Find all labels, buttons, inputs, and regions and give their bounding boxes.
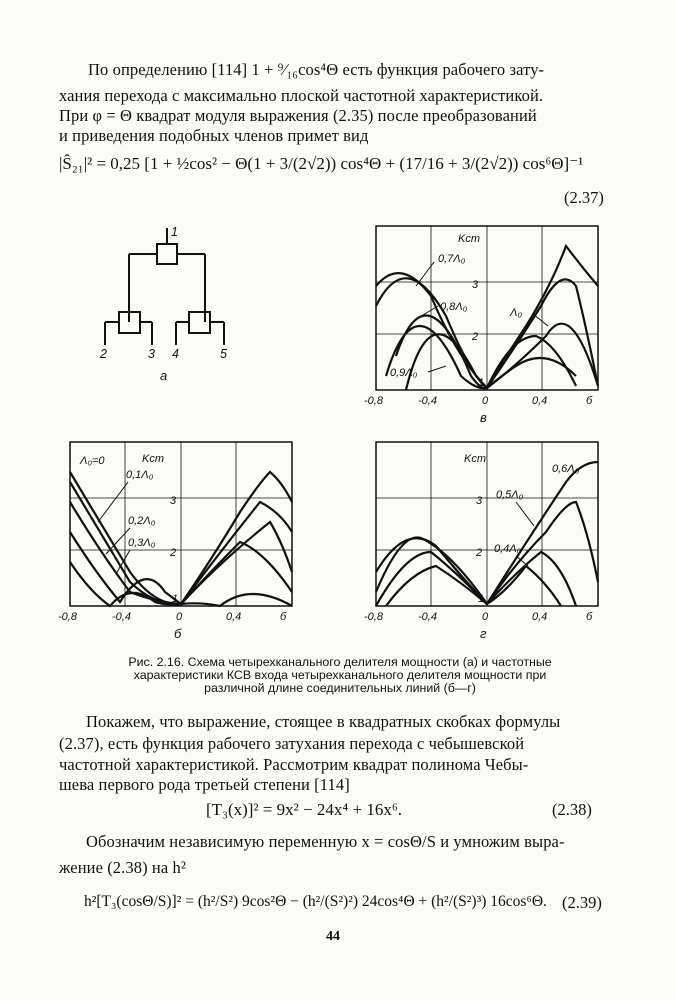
caption-line-3: различной длине соединительных линий (б—г) <box>204 681 476 696</box>
body-line-2: (2.37), есть функция рабочего затухания перехода с чебышевской <box>59 734 525 753</box>
body-line-3: частотной характеристикой. Рассмотрим квадрат полинома Чебы- <box>59 755 529 774</box>
axis-label-b: Kст <box>142 453 164 465</box>
divider-block-top <box>157 244 177 264</box>
panel-label-g: г <box>480 626 487 641</box>
port-label-4: 4 <box>172 347 179 361</box>
panel-label-b: б <box>174 626 182 641</box>
curve-label-g-04: 0,4Λ₀ <box>494 543 522 555</box>
plot-panel-b <box>58 442 292 641</box>
xtick-v-1: -0,8 <box>364 395 383 407</box>
xtick-g-3: 0 <box>482 611 489 623</box>
xtick-g-5: б <box>586 611 593 623</box>
curve-label-g-05: 0,5Λ₀ <box>496 489 524 501</box>
equation-2-38: [T₃(x)]² = 9x² − 24x⁴ + 16x⁶. <box>206 800 403 819</box>
figure-2-16 <box>0 210 676 660</box>
ytick-v-3: 3 <box>472 279 479 291</box>
page-number: 44 <box>326 929 340 944</box>
xtick-v-3: 0 <box>482 395 489 407</box>
curve-label-v-10: Λ₀ <box>510 307 522 319</box>
panel-label-a: а <box>160 368 168 383</box>
caption-line-1: Рис. 2.16. Схема четырехканального делителя мощности (а) и частотные <box>128 655 552 669</box>
port-label-3: 3 <box>148 347 155 361</box>
ytick-g-3: 3 <box>476 495 483 507</box>
ytick-g-1: 1 <box>478 593 485 605</box>
caption-line-2: характеристики КСВ входа четырехканального делителя мощности при <box>133 668 547 683</box>
body2-line-2: жение (2.38) на h² <box>59 858 186 877</box>
port-label-5: 5 <box>220 347 227 361</box>
curve-label-b-01: 0,1Λ₀ <box>126 469 154 481</box>
equation-2-37: |Ŝ₂₁|² = 0,25 [1 + ½cos² − Θ(1 + 3/(2√2)) cos⁴Θ + (17/16 + 3/(2√2)) cos⁶Θ]⁻¹ <box>59 154 584 173</box>
xtick-v-4: 0,4 <box>532 395 548 407</box>
port-label-1: 1 <box>171 225 178 239</box>
intro-line-3: При φ = Θ квадрат модуля выражения (2.35) после преобразований <box>59 106 537 125</box>
xtick-b-1: -0,8 <box>58 611 77 623</box>
equation-2-37-number: (2.37) <box>564 188 604 207</box>
figure-caption <box>60 656 620 696</box>
xtick-g-2: -0,4 <box>418 611 437 623</box>
xtick-g-1: -0,8 <box>364 611 383 623</box>
equation-2-39-number: (2.39) <box>562 893 602 912</box>
curve-label-b-02: 0,2Λ₀ <box>128 515 156 527</box>
axis-label-v: Kст <box>458 233 480 245</box>
intro-line-4: и приведения подобных членов примет вид <box>59 126 369 145</box>
intro-line-1: По определению [114] 1 + ⁹⁄₁₆cos⁴Θ есть функция рабочего зату- <box>88 60 545 79</box>
xtick-v-5: б <box>586 395 593 407</box>
ytick-v-1: 1 <box>478 377 485 389</box>
body2-line-1: Обозначим независимую переменную x = cosΘ/S и умножим выра- <box>86 832 565 851</box>
port-label-2: 2 <box>100 347 107 361</box>
panel-label-v: в <box>480 410 487 425</box>
plot-panel-v <box>364 226 598 425</box>
body-line-1: Покажем, что выражение, стоящее в квадратных скобках формулы <box>86 712 561 731</box>
xtick-g-4: 0,4 <box>532 611 548 623</box>
equation-2-38-number: (2.38) <box>552 800 592 819</box>
plot-panel-g <box>364 442 598 641</box>
divider-block-right <box>189 312 210 333</box>
curve-label-v-09: 0,9Λ₀ <box>390 367 418 379</box>
xtick-b-2: -0,4 <box>112 611 131 623</box>
ytick-b-1: 1 <box>172 593 179 605</box>
xtick-v-2: -0,4 <box>418 395 437 407</box>
intro-line-2: хания перехода с максимально плоской частотной характеристикой. <box>59 86 544 105</box>
xtick-b-3: 0 <box>176 611 183 623</box>
curve-label-b-03: 0,3Λ₀ <box>128 537 156 549</box>
xtick-b-4: 0,4 <box>226 611 242 623</box>
xtick-b-5: б <box>280 611 287 623</box>
curve-label-v-07: 0,7Λ₀ <box>438 253 466 265</box>
body-line-4: шева первого рода третьей степени [114] <box>59 775 350 794</box>
ytick-b-2: 2 <box>170 547 177 559</box>
divider-schematic <box>105 228 224 345</box>
ytick-v-2: 2 <box>472 331 479 343</box>
curve-label-b-0: Λ₀=0 <box>80 455 105 467</box>
axis-label-g: Kст <box>464 453 486 465</box>
ytick-g-2: 2 <box>476 547 483 559</box>
ytick-b-3: 3 <box>170 495 177 507</box>
curve-label-v-08: 0,8Λ₀ <box>440 301 468 313</box>
equation-2-39: h²[T₃(cosΘ/S)]² = (h²/S²) 9cos²Θ − (h²/(S²)²) 24cos⁴Θ + (h²/(S²)³) 16cos⁶Θ. <box>84 893 547 910</box>
curve-label-g-06: 0,6Λ₀ <box>552 463 580 475</box>
